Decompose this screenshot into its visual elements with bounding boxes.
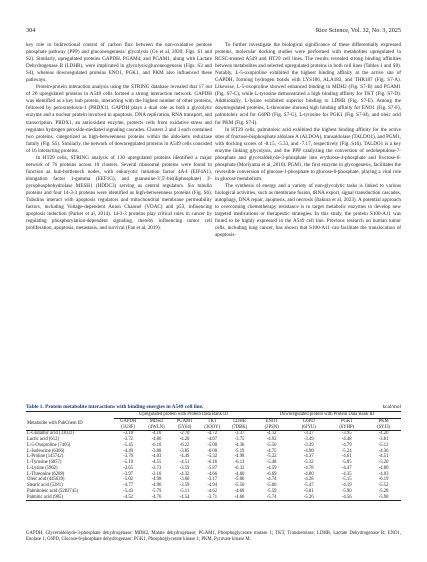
binding-energy-cell: -3.60 <box>179 477 190 483</box>
binding-energy-cell: -4.49 <box>123 448 134 454</box>
binding-energy-cell: -3.75 <box>234 437 245 442</box>
binding-energy-cell: -4.51 <box>378 454 389 460</box>
binding-energy-cell: -4.55 <box>151 460 162 465</box>
binding-energy-cell: -6.19 <box>378 477 389 483</box>
table-row <box>26 495 401 501</box>
binding-energy-cell: -4.32 <box>179 471 190 477</box>
binding-energy-cell: -3.49 <box>303 437 314 442</box>
binding-energy-cell: -4.59 <box>266 465 277 471</box>
binding-energy-cell: -4.96 <box>151 483 162 488</box>
binding-energy-cell: -4.98 <box>151 477 162 483</box>
table-footnote: GAPDH, Glyceraldehyde-3-phosphate dehydrogenase; MDH2, Malate dehydrogenase; PGAM1, Phosphoglycerate mutase 1; TKT, Transketolase; LDHB, Lactate Dehydrogenase B; ENO1, Enolase 1; G6PD, Glucose-6-phosphate dehydrogenase; PGK1, Phosphoglycerate kinase 1; PKM, Pyruvate kinase M. <box>26 531 401 542</box>
paragraph: In HT29 cells, palmitoleic acid exhibited the highest binding affinity for the active sites of fructose-bisphosphate aldolase A (ALDOA), transaldolase (TALDO1), and PGM1, with docking scores of -8.15, -5.33, and -7.17, respectively (Fig. S16). TALDO1 is a key enzyme linking glycolysis, and the PPP catalyzing the conversion of sedoheptulose-7-phosphate and glyceraldehyde-3-phosphate into erythrose-4-phosphate and fructose-6-phosphate (Moriyama et al, 2016). PGM1, the first enzyme in glycogenesis, facilitates the reversible conversion of glucose-1-phosphate to glucose-6-phosphate, playing a vital role in glucose metabolism. <box>215 126 401 182</box>
binding-energy-cell: -4.19 <box>341 483 352 488</box>
binding-energy-cell: -3.59 <box>179 465 190 471</box>
binding-energy-cell: -3.39 <box>303 442 314 448</box>
protein-column-header: PGAM1 (5Y64) <box>171 418 199 431</box>
metabolite-cell: L-Tyrosine (6057) <box>27 460 62 465</box>
binding-energy-cell: -5.48 <box>266 460 277 465</box>
binding-energy-cell: -2.65 <box>123 465 134 471</box>
binding-energy-cell: -4.20 <box>179 437 190 442</box>
paragraph: The synthesis of energy and a variety of non-glycolytic tasks is linked to various biological activities, such as membrane fusion, tRNA export, signal transduction cascades, autophagy, DNA repair, apoptosis, and necrosis (Itakura et al, 2023). A potential approach to overcoming chemotherapy resistance is to target metabolic enzymes to develop new targeted medications or therapeutic strategies. In this study, the protein S100-A11 was found to be highly expressed in the A549 cell line. Previous research on human tumor cells, including lung cancer, has shown that S100-A11 can facilitate the translocation of apoptosis- <box>215 182 401 239</box>
binding-energy-cell: -4.77 <box>123 483 134 488</box>
binding-energy-cell: -5.12 <box>378 442 389 448</box>
binding-energy-cell: -3.95 <box>341 431 352 437</box>
binding-energy-cell: -4.76 <box>142 495 170 501</box>
metabolite-cell: Oleic acid (445639) <box>27 477 65 483</box>
binding-energy-cell: -5.15 <box>341 477 352 483</box>
binding-energy-cell: -3.72 <box>123 437 134 442</box>
paragraph: Protein-protein interaction analysis using the STRING database revealed that 17 out of 20 upregulated proteins in A549 cells formed a strong interaction network. GAPDH was identified as a key hub protein, interacting with the highest number of other proteins, followed by peroxiredoxin-1 (PRDX1). GAPDH plays a dual role as both a glycolytic enzyme and a nuclear protein involved in apoptosis, DNA replication, RNA transport, and transcription. PRDX1, an antioxidant enzyme, protects cells from oxidative stress and regulates hydrogen peroxide-mediated signaling cascades. Clusters 2 and 3 each contained two proteins, categorized as high-betweenness proteins within the aldo-keto reductase family (Fig. S5). Similarly, the network of downregulated proteins in A549 cells consisted of 16 interacting proteins. <box>26 84 212 154</box>
binding-energy-cell: -5.50 <box>266 442 277 448</box>
protein-column-header: PKM (6YJ3) <box>366 418 401 431</box>
binding-energy-cell: -5.79 <box>151 488 162 494</box>
binding-energy-cell: -6.16 <box>207 460 218 465</box>
binding-energy-cell: -5.06 <box>234 477 245 483</box>
downregulated-group-header: Downregulated protein with Protein Data Bank ID <box>253 412 401 419</box>
binding-energy-cell: -4.47 <box>341 465 352 471</box>
binding-energy-cell: -4.51 <box>179 460 190 465</box>
binding-energy-cell: -4.92 <box>266 437 277 442</box>
protein-column-header: TKT (3OOY) <box>198 418 225 431</box>
binding-energy-cell: -4.79 <box>341 442 352 448</box>
protein-column-header: MDH2 (4WLN) <box>142 418 170 431</box>
binding-energy-cell: -3.18 <box>123 431 134 437</box>
binding-energy-cell: -4.68 <box>234 488 245 494</box>
binding-energy-cell: -3.59 <box>179 483 190 488</box>
binding-energy-cell: -4.49 <box>179 454 190 460</box>
binding-energy-cell: -5.90 <box>341 488 352 494</box>
protein-column-header: G6PD (6JYU) <box>290 418 327 431</box>
binding-energy-cell: -4.36 <box>234 442 245 448</box>
protein-column-header: GAPDH (1U8F) <box>114 418 142 431</box>
binding-energy-cell: -3.17 <box>207 477 218 483</box>
right-text-column <box>215 42 401 239</box>
binding-energy-cell: -4.28 <box>303 477 314 483</box>
binding-energy-cell: -4.12 <box>266 431 277 437</box>
binding-energy-cell: -3.76 <box>123 454 134 460</box>
metabolite-cell: Palmitoleic acid (5282745) <box>27 488 79 494</box>
binding-energy-cell: -4.56 <box>327 495 366 501</box>
binding-energy-cell: -4.61 <box>341 454 352 460</box>
protein-column-header: PGK1 (6YHP) <box>327 418 366 431</box>
binding-energy-cell: -5.47 <box>303 483 314 488</box>
binding-energy-cell: -5.32 <box>303 460 314 465</box>
binding-energy-cell: -5.19 <box>123 460 134 465</box>
binding-energy-cell: -5.90 <box>366 495 401 501</box>
binding-energy-cell: -4.94 <box>207 483 218 488</box>
binding-energy-cell: -4.98 <box>234 454 245 460</box>
binding-energy-cell: -3.81 <box>378 437 389 442</box>
binding-energy-cell: -4.74 <box>266 477 277 483</box>
binding-energy-cell: -2.70 <box>179 431 190 437</box>
binding-energy-cell: -5.52 <box>378 483 389 488</box>
binding-energy-cell: -6.69 <box>266 471 277 477</box>
upregulated-group-header: Upregulated protein with Protein Data Bank ID <box>114 412 253 419</box>
paragraph: To further investigate the biological significance of these differentially expressed proteins, molecular docking studies were performed with metabolites upregulated in RCSC-treated A549 and HT29 cell lines. The results revealed strong binding affinities between metabolites and selected upregulated proteins in both cell lines (Tables 1 and S8). Notably, L-5-oxoproline exhibited the highest binding affinity at the active site of GAPDH, forming hydrogen bonds with LYS186, ALA183, and THR187 (Fig. S7-A). Likewise, L-5-oxoproline showed enhanced binding to MDH2 (Fig. S7-B) and PGAM1 (Fig. S7-C), while L-tyrosine demonstrated a high binding affinity for TKT (Fig. S7-D). Additionally, L-lysine exhibited superior binding to LDHB (Fig. S7-E). Among the downregulated proteins, L-threonine showed high binding affinity for ENO1 (Fig. S7-F), palmitoleic acid for G6PD (Fig. S7-G), L-tyrosine for PGK1 (Fig. S7-H), and oleic acid for PKM (Fig. S7-I). <box>215 42 401 126</box>
binding-energy-cell: -4.03 <box>151 454 162 460</box>
binding-energy-cell: -4.86 <box>151 437 162 442</box>
binding-energy-cell: -5.28 <box>378 488 389 494</box>
metabolite-cell: L-Lysine (5962) <box>27 465 58 471</box>
binding-energy-cell: -4.90 <box>303 448 314 454</box>
binding-energy-cell: -4.52 <box>114 495 142 501</box>
binding-energy-cell: -4.48 <box>341 437 352 442</box>
metabolite-column-header: Metabolite with PubChem ID <box>26 418 114 431</box>
metabolite-cell: Stearic acid (5281) <box>27 483 63 488</box>
table-group-header-row <box>26 412 401 419</box>
binding-energy-cell: -3.16 <box>151 471 162 477</box>
binding-energy-cell: -5.85 <box>341 460 352 465</box>
binding-energy-cell: -4.72 <box>207 431 218 437</box>
metabolite-cell: L-5-Oxoproline (7405) <box>27 442 71 448</box>
binding-energy-table <box>26 411 401 501</box>
table-label: Table 1. <box>26 404 44 410</box>
binding-energy-cell: -5.43 <box>123 488 134 494</box>
binding-energy-cell: -5.26 <box>290 495 327 501</box>
binding-energy-cell: -3.37 <box>303 431 314 437</box>
binding-energy-cell: -5.19 <box>234 448 245 454</box>
table-header-row <box>26 418 401 431</box>
binding-energy-cell: -4.75 <box>266 448 277 454</box>
binding-energy-cell: -4.20 <box>378 431 389 437</box>
binding-energy-cell: -5.45 <box>123 442 134 448</box>
binding-energy-cell: -5.20 <box>378 460 389 465</box>
binding-energy-cell: -5.32 <box>207 454 218 460</box>
metabolite-cell: Lactic acid (612) <box>27 437 60 442</box>
binding-energy-cell: -4.00 <box>303 471 314 477</box>
binding-energy-cell: -4.03 <box>378 471 389 477</box>
binding-energy-cell: -3.97 <box>123 471 134 477</box>
binding-energy-cell: -4.16 <box>151 431 162 437</box>
binding-energy-cell: -3.37 <box>234 431 245 437</box>
binding-energy-cell: -5.06 <box>266 483 277 488</box>
metabolite-cell: L-Proline (145742) <box>27 454 64 460</box>
binding-energy-cell: -4.78 <box>303 465 314 471</box>
binding-energy-cell: -4.07 <box>207 437 218 442</box>
binding-energy-cell: -5.74 <box>253 495 290 501</box>
protein-column-header: ENO1 (2PSN) <box>253 418 290 431</box>
binding-energy-cell: -5.81 <box>303 488 314 494</box>
table-unit: kcal/mol <box>382 404 401 410</box>
binding-energy-cell: -4.37 <box>303 454 314 460</box>
binding-energy-cell: -5.00 <box>207 442 218 448</box>
binding-energy-cell: -5.50 <box>234 483 245 488</box>
binding-energy-cell: -4.60 <box>234 471 245 477</box>
binding-energy-cell: -4.35 <box>341 471 352 477</box>
binding-energy-cell: -6.22 <box>179 442 190 448</box>
binding-energy-cell: -6.13 <box>234 460 245 465</box>
page-number: 304 <box>26 27 36 34</box>
binding-energy-cell: -4.54 <box>171 495 199 501</box>
binding-energy-cell: -4.36 <box>378 448 389 454</box>
binding-energy-cell: -5.22 <box>266 454 277 460</box>
binding-energy-cell: -4.66 <box>207 471 218 477</box>
binding-energy-cell: -5.87 <box>207 465 218 471</box>
left-text-column <box>26 42 212 232</box>
table-body <box>26 431 401 501</box>
binding-energy-cell: -6.10 <box>151 442 162 448</box>
paragraph: key role in bidirectional control of carbon flux between the non-oxidative pentose phosphate pathway (PPP) and gluconeogenesis/ glycolysis (Ge et al, 2020; Figs. S1 and S2). Similarly, upregulated proteins GAPDH, PGAM4, and PGAM1, along with Lactate Dehydrogenase B (LDHB), were implicated in glycolysis/gluconeogenesis (Figs. S3 and S4), whereas downregulated proteins ENO1, PGK1, and PKM also influenced these pathways. <box>26 42 212 84</box>
protein-column-header: LDHB (7DBK) <box>226 418 253 431</box>
binding-energy-cell: -4.66 <box>226 495 253 501</box>
binding-energy-cell: -3.71 <box>198 495 225 501</box>
binding-energy-cell: -4.80 <box>378 465 389 471</box>
binding-energy-cell: -3.88 <box>151 448 162 454</box>
binding-energy-cell: -4.62 <box>207 488 218 494</box>
binding-energy-cell: -5.24 <box>341 448 352 454</box>
table-title: Protein metabolite interactions with binding energies in A549 cell line. <box>45 404 204 410</box>
binding-energy-cell: -6.00 <box>207 448 218 454</box>
binding-energy-cell: -3.85 <box>179 448 190 454</box>
metabolite-cell: L-Threonine (6288) <box>27 471 65 477</box>
binding-energy-cell: -5.02 <box>123 477 134 483</box>
binding-energy-cell: -5.11 <box>179 488 190 494</box>
metabolite-cell: Palmitic acid (985) <box>26 495 114 501</box>
paragraph: In HT29 cells, STRING analysis of 130 upregulated proteins identified a major network of 76 proteins across 10 clusters. Several ribosomal proteins were found to function as hub-bottleneck nodes, with eukaryotic initiation factor 4A-I (EIF4A1), elongation factor 1-gamma (EEF1G), and guanosine-3',5'-bis(diphosphate) 3'-pyrophosphohydrolase MESH1 (HDDC3) serving as central regulators. Six tubulin proteins and four 14-3-3 proteins were identified as high-betweenness proteins (Fig. S6). Tubulins interact with apoptosis regulators and mitochondrial membrane permeability factors, including Voltage-dependent Anion Channel (VDAC) and p53, influencing apoptosis induction (Parker et al, 2014). 14-3-3 proteins play critical roles in cancer by regulating phosphorylation-dependent signaling, thereby influencing tumor cell proliferation, apoptosis, metastasis, and survival (Fan et al, 2019). <box>26 154 212 232</box>
journal-citation: Rice Science, Vol. 32, No. 3, 2025 <box>315 27 401 34</box>
binding-energy-cell: -5.59 <box>266 488 277 494</box>
binding-energy-cell: -6.32 <box>234 465 245 471</box>
table-caption <box>26 404 401 410</box>
metabolite-cell: L-Glutamic acid (33032) <box>27 431 74 437</box>
binding-energy-cell: -3.73 <box>151 465 162 471</box>
metabolite-cell: L-Isoleucine (6306) <box>27 448 65 454</box>
